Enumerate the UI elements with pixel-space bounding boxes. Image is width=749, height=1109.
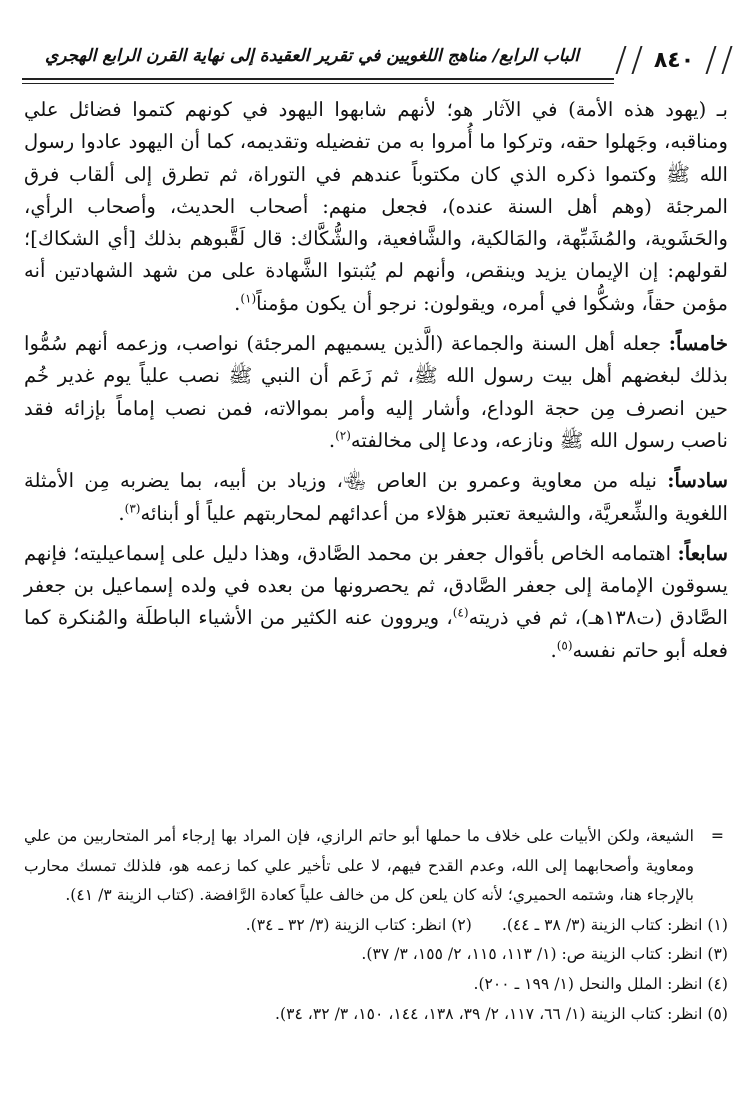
footnote-ref[interactable]: (٥) bbox=[556, 638, 573, 653]
paragraph-end: . bbox=[550, 638, 557, 662]
page-number-box bbox=[614, 42, 734, 78]
footnote-1: (١) انظر: كتاب الزينة (٣/ ٣٨ ـ ٤٤). bbox=[501, 915, 728, 934]
paragraph bbox=[24, 538, 728, 667]
decorative-bars-right bbox=[705, 46, 732, 74]
footnote-5: (٥) انظر: كتاب الزينة (١/ ٦٦، ١١٧، ٢/ ٣٩، ١٣٨، ١٤٤، ١٥٠، ٣/ ٣٢، ٣٤). bbox=[275, 1004, 728, 1023]
paragraph bbox=[24, 328, 728, 457]
running-header bbox=[22, 40, 734, 90]
paragraph-end: . bbox=[118, 501, 125, 525]
paragraph-end: . bbox=[234, 291, 241, 315]
paragraph-text: نيله من معاوية وعمرو بن العاص ﵄، وزياد بن أبيه، بما يضربه مِن الأمثلة اللغوية والشِّعريَّة، والشيعة تعتبر هؤلاء من أعدائهم لمحاربتهم علياً أو أبنائه bbox=[24, 469, 728, 525]
paragraph bbox=[24, 465, 728, 530]
footnote-3: (٣) انظر: كتاب الزينة ص: (١/ ١١٣، ١١٥، ٢/ ١٥٥، ٣/ ٣٧). bbox=[361, 945, 728, 964]
footnote-4: (٤) انظر: الملل والنحل (١/ ١٩٩ ـ ٢٠٠). bbox=[473, 974, 728, 993]
paragraph bbox=[24, 94, 728, 320]
continuation-marker: = bbox=[710, 827, 724, 845]
main-text bbox=[24, 94, 728, 675]
decorative-bars-left bbox=[615, 46, 642, 74]
paragraph-text: بـ (يهود هذه الأمة) في الآثار هو؛ لأنهم شابهوا اليهود في كونهم كتموا فضائل علي ومناقبه، وجَهلوا حقه، وتركوا ما أُمروا به من تفضيله وتقديمه، كما أن اليهود عادوا رسول الله ﷺ وكتموا ذكره الذي كان مكتوباً عندهم في التوراة، ثم تطرق إلى ألقاب فرق المرجئة (وهم أهل السنة عنده)، فجعل منهم: أصحاب الحديث، وأصحاب الرأي، والحَشَوية، والمُشَبِّهة، والمَالكية، والشَّافعية، والشُّكَّاك: قال لَقَّبوهم بذلك [أي الشكاك]؛ لقولهم: إن الإيمان يزيد وينقص، وأنهم لم يُثبتوا الشَّهادة على من شهد الشهادتين أنه مؤمن حقاً، وشكُّوا في أمره، ويقولون: نرجو أن يكون مؤمناً bbox=[24, 98, 728, 315]
paragraph-text: اهتمامه الخاص بأقوال جعفر بن محمد الصَّادق، وهذا دليل على إسماعيليته؛ فإنهم يسوقون الإمامة إلى جعفر الصَّادق، ثم يحصرونها من بعده في ولده إسماعيل بن جعفر الصَّادق (ت١٣٨هـ)، ثم في ذريته bbox=[24, 541, 728, 630]
continuation-text: الشيعة، ولكن الأبيات على خلاف ما حملها أبو حاتم الرازي، فإن المراد بها إرجاء أمر المتحاربين من علي ومعاوية وأصحابهما إلى الله، وعدم القدح فيهم، لا على تأخير علي كما زعمه هو، فلذلك تمسك محارب بالإرجاء هنا، وشتمه الحميري؛ لأنه كان يلعن كل من خالف علياً كعادة الرَّافضة. (كتاب الزينة ٣/ ٤١). bbox=[24, 827, 694, 905]
footnote-ref[interactable]: (١) bbox=[240, 291, 257, 306]
paragraph-text-cont: ، ويروون عنه الكثير من الأشياء الباطلَة والمُنكرة كما فعله أبو حاتم نفسه bbox=[24, 606, 728, 662]
footnote-row bbox=[24, 911, 728, 941]
running-title: الباب الرابع/ مناهج اللغويين في تقرير العقيدة إلى نهاية القرن الرابع الهجري bbox=[45, 46, 579, 66]
paragraph-lead: سابعاً: bbox=[677, 541, 728, 565]
paragraph-lead: خامساً: bbox=[668, 332, 728, 356]
header-rule bbox=[22, 78, 614, 80]
footnote-ref[interactable]: (٤) bbox=[452, 605, 469, 620]
paragraph-end: . bbox=[328, 428, 336, 452]
footnote-continuation bbox=[24, 822, 728, 911]
page-number: ٨٤٠ bbox=[653, 47, 695, 73]
footnote-ref[interactable]: (٢) bbox=[335, 428, 351, 443]
footnote-ref[interactable]: (٣) bbox=[124, 501, 141, 516]
footnotes bbox=[24, 822, 728, 1029]
header-rule-thin bbox=[22, 83, 614, 84]
paragraph-text: جعله أهل السنة والجماعة (الَّذين يسميهم المرجئة) نواصب، وزعمه أنهم سُمُّوا بذلك لبغضهم أهل بيت رسول الله ﷺ، ثم زَعَم أن النبي ﷺ نصب علياً يوم غدير خُم حين انصرف مِن حجة الوداع، وأشار إليه وأمر بموالاته، فمن نصب إماماً بإزائه فقد ناصب رسول الله ﷺ ونازعه، ودعا إلى مخالفته bbox=[24, 332, 728, 452]
footnote-2: (٢) انظر: كتاب الزينة (٣/ ٣٢ ـ ٣٤). bbox=[245, 915, 472, 934]
paragraph-lead: سادساً: bbox=[667, 469, 728, 493]
